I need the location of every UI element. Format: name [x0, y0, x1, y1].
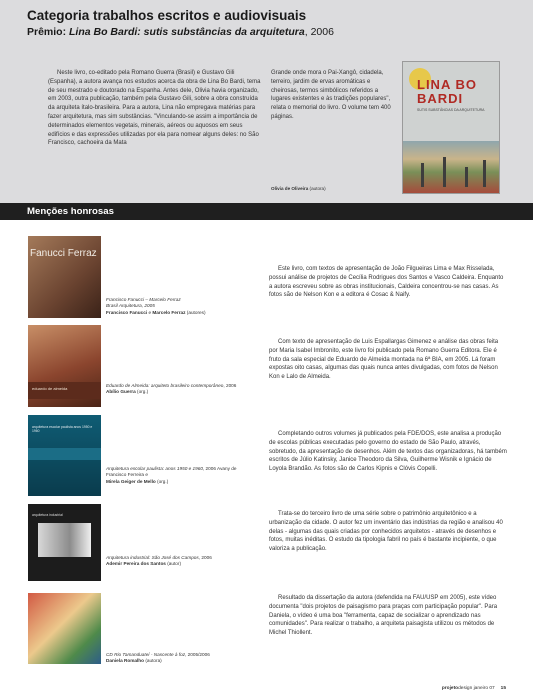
award-credit-name: Olivia de Oliveira [271, 186, 309, 191]
book-cover-art [403, 141, 500, 193]
book-cover-eduardo-de-almeida [28, 325, 101, 407]
book-cover-fanucci-ferraz [28, 236, 101, 318]
prize-year: , 2006 [304, 26, 334, 38]
mention-caption: Arquitetura escolar paulista: anos 1950 e 1960, 2006 Avany de Francisco Ferreira e Mirela Geiger de Mello (org.) [106, 466, 237, 484]
mention-caption: CD Rio Tamanduateí - Nascente à foz, 2005/2006 Daniela Romalho (autora) [106, 652, 210, 664]
page-footer: projetodesign janeiro 07 15 [441, 686, 506, 691]
mention-text: Trata-se do terceiro livro de uma série sobre o patrimônio arquitetônico e a urbanização da cidade. O autor fez um inventário das indústrias da região e analisou 40 delas - algumas das quais criadas por conhecidos arquitetos - através de desenhos e fotos, muitas inéditas. O estudo da tipologia fabril no país é bastante incipiente, o que valoriza a publicação. [269, 511, 503, 553]
mention-caption: Francisco Fanucci – Marcelo Ferraz Brasil Arquitetura, 2005 Francisco Fanucci e Marcelo Ferraz (autores) [106, 297, 206, 315]
prize-line [27, 26, 334, 38]
book-cover-label: arquitetura industrial [32, 513, 63, 517]
section-title: Menções honrosas [27, 206, 114, 217]
award-credit-role: (autora) [308, 186, 326, 191]
book-cover-title: LINA BO BARDI [417, 77, 477, 106]
award-text-left: Neste livro, co-editado pela Romano Guerra (Brasil) e Gustavo Gili (Espanha), a autora avança nos estudos acerca da obra de Lina Bo Bardi, tema de seu mestrado e doutorado na Espanha. Antes dele, Olivia havia organizado, em 2003, outra publicação, também pela Gustavo Gili, sobre a obra construída da arquiteta ítalo-brasileira. Para a autora, Lina não empregava matérias para fazer arquitetura, mas sim substâncias. "Vinculando-se assim a importância de determinados elementos vegetais, minerais, aéreos ou aquosos em seus edifícios e das expressões utilizadas por ela para nomear alguns deles: no São Francisco, cachoeira da Mata [48, 70, 261, 147]
award-text-right: Grande onde mora o Pai-Xangô, cidadela, terreiro, jardim de ervas aromáticas e cheirosas, termos simbólicos referidos a lugares existentes e às tradições populares", relata o memorial do livro. O volume tem 400 páginas. [271, 70, 391, 120]
prize-title: Lina Bo Bardi: sutis substâncias da arquitetura [69, 26, 305, 38]
mention-text: Completando outros volumes já publicados pela FDE/DOS, este analisa a produção de escolas públicas executadas pelo governo do estado de São Paulo, através, sobretudo, da apresentação de desenhos. Além de textos das organizadoras, há também escritos de Júlio Katinsky, Janice Theodoro da Silva, Guilherme Wisnik e Ignácio de Loyola Brandão. As fotos são de Carlos Kipnis e Clóvis Copelli. [269, 431, 507, 473]
mention-text: Resultado da dissertação da autora (defendida na FAU/USP em 2005), este vídeo documenta "dois projetos de paisagismo para praças com participação popular". Para Daniela, o vídeo é uma boa "ferramenta, capaz de socializar o aprendizado nas comunidades". Para realizar o trabalho, a arquiteta paisagista utilizou os métodos de Michel Thiollent. [269, 595, 498, 637]
mention-caption: Arquitetura industrial: São José dos Campos, 2006 Ademir Pereira dos Santos (autor) [106, 555, 212, 567]
page-title: Categoria trabalhos escritos e audiovisuais [27, 8, 307, 23]
book-cover-label: arquitetura escolar paulista anos 1950 e 1960 [32, 425, 93, 433]
mention-text: Com texto de apresentação de Luis Espallargas Gimenez e análise das obras feita por Maria Isabel Imbronito, este livro foi publicado pela Romano Guerra Editora. Ele é fruto da sala especial de Eduardo de Almeida montada na 6ª BIA, em 2005. Lá foram expostas oito casas, algumas das quais nunca antes divulgadas, com fotos de Nelson Kon e Lalo de Almeida. [269, 339, 499, 381]
mention-text: Este livro, com textos de apresentação de João Filgueiras Lima e Max Risselada, possui análise de projetos de Cecília Rodrigues dos Santos e Vasco Caldeira. Enquanto a autora escreveu sobre as obras institucionais, Caldeira concentrou-se nas casas. As fotos são de Nelson Kon e a editora é Cosac & Naify. [269, 266, 504, 299]
book-cover-image [402, 61, 500, 194]
book-cover-subtitle: SUTIS SUBSTÂNCIAS DA ARQUITETURA [417, 108, 485, 112]
mention-caption: Eduardo de Almeida: arquiteto brasileiro contemporâneo, 2006 Abílio Guerra (org.) [106, 383, 237, 395]
book-cover-label: Fanucci Ferraz [30, 248, 97, 259]
book-cover-arquitetura-escolar [28, 415, 101, 496]
video-still-image [28, 593, 101, 664]
book-cover-arquitetura-industrial [28, 504, 101, 581]
book-cover-label: eduardo de almeida [32, 386, 68, 391]
award-credit [271, 186, 326, 191]
page-number: 15 [500, 686, 506, 691]
prize-label: Prêmio: [27, 26, 67, 38]
